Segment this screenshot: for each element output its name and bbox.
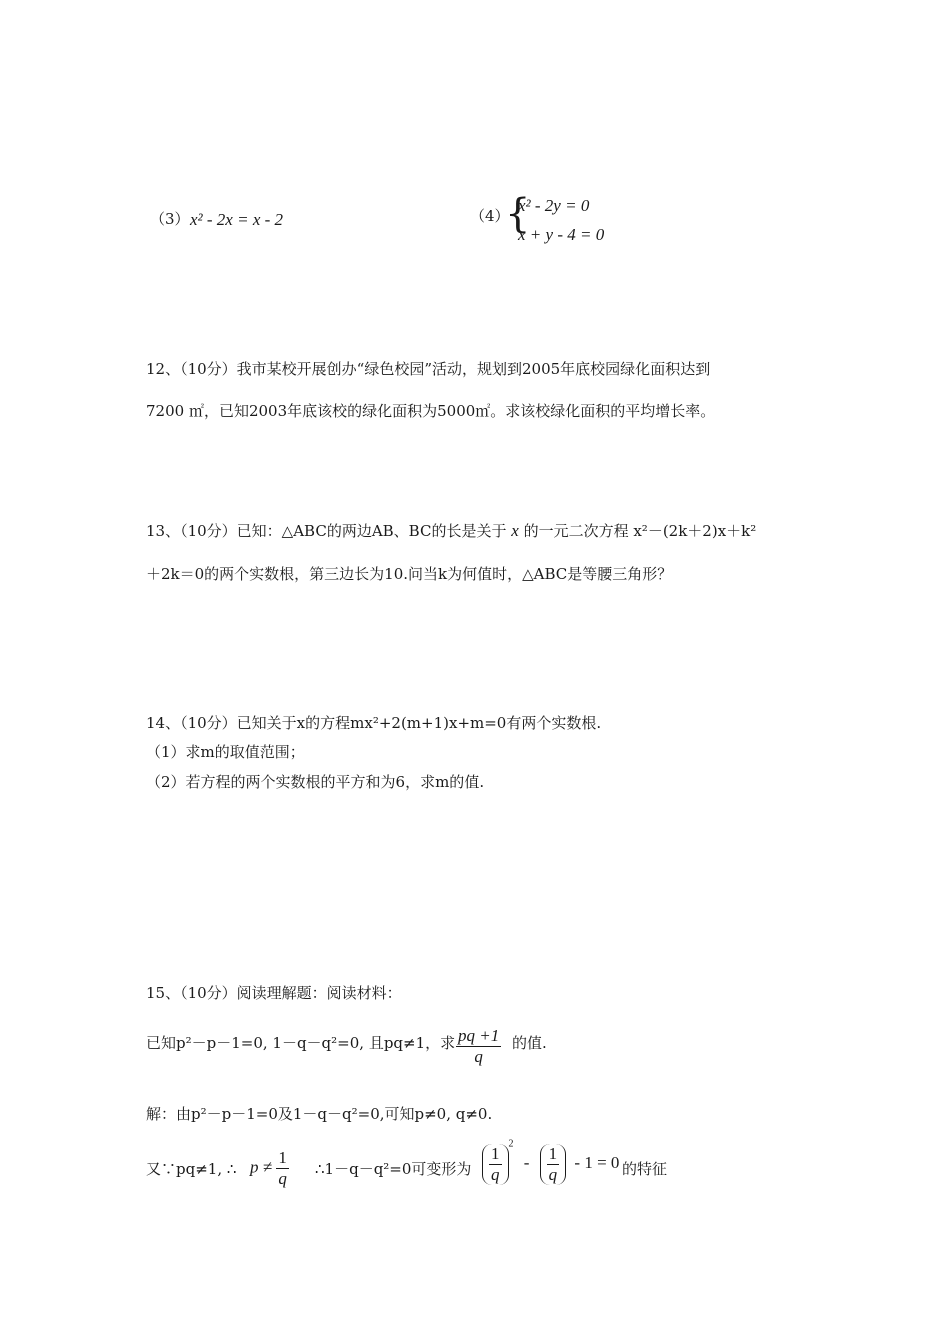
q13-line1 xyxy=(146,520,756,541)
problem-3-label: （3） xyxy=(150,210,190,228)
problem-4-label: （4） xyxy=(470,207,510,225)
q15-fraction xyxy=(456,1026,501,1067)
q13-line1-a: 13、（10分）已知：△ABC的两边AB、BC的长是关于 xyxy=(146,522,507,540)
expr-minus: - xyxy=(523,1153,530,1173)
q14-part2: （2）若方程的两个实数根的平方和为6，求m的值. xyxy=(146,773,485,791)
q15-line1: 15、（10分）阅读理解题：阅读材料： xyxy=(146,984,402,1002)
expr-term2-den: q xyxy=(548,1165,558,1184)
problem-4-eq1: x² - 2y = 0 xyxy=(518,196,590,215)
p-neq-text: p ≠ xyxy=(250,1157,273,1177)
q15-line-c-c: 的特征 xyxy=(622,1160,668,1178)
q13-line2: ＋2k＝0的两个实数根，第三边长为10.问当k为何值时，△ABC是等腰三角形？ xyxy=(146,565,673,583)
q13-line1-b: 的一元二次方程 x²－(2k＋2)x＋k² xyxy=(523,522,757,540)
problem-3-equation: x² - 2x = x - 2 xyxy=(190,210,284,229)
p-neq-fraction xyxy=(250,1148,289,1189)
q15-solution: 解：由p²－p－1=0及1－q－q²=0,可知p≠0, q≠0. xyxy=(146,1105,493,1123)
q15-frac-den: q xyxy=(474,1047,483,1066)
expr-minus-one-eq: - 1 = 0 xyxy=(574,1153,620,1173)
expr-term2-num: 1 xyxy=(548,1144,558,1163)
expr-square: 2 xyxy=(508,1138,514,1150)
problem-4-eq2: x + y - 4 = 0 xyxy=(518,225,605,244)
transformed-expression xyxy=(482,1138,620,1185)
p-neq-den: q xyxy=(278,1169,287,1188)
q15-given-a: 已知p²－p－1=0, 1－q－q²=0, 且pq≠1，求 xyxy=(146,1034,456,1052)
q15-line-c-b: ∴1－q－q²=0可变形为 xyxy=(315,1160,472,1178)
q14-part1: （1）求m的取值范围； xyxy=(146,743,305,761)
q15-frac-num: pq +1 xyxy=(458,1026,500,1045)
q15-given-b: 的值. xyxy=(512,1034,547,1052)
q12-line2: 7200 ㎡，已知2003年底该校的绿化面积为5000㎡。求该校绿化面积的平均增长率。 xyxy=(146,402,716,420)
q12-line1: 12、（10分）我市某校开展创办“绿色校园”活动，规划到2005年底校园绿化面积达到 xyxy=(146,360,711,378)
system-brace: { xyxy=(505,191,531,237)
q15-line-c-a: 又∵pq≠1, ∴ xyxy=(146,1160,237,1178)
expr-term1-den: q xyxy=(491,1165,500,1184)
p-neq-num: 1 xyxy=(278,1148,287,1167)
q13-var-x: x xyxy=(511,521,519,540)
expr-term1-num: 1 xyxy=(491,1144,500,1163)
q14-line1: 14、（10分）已知关于x的方程mx²+2(m+1)x+m=0有两个实数根. xyxy=(146,714,602,732)
